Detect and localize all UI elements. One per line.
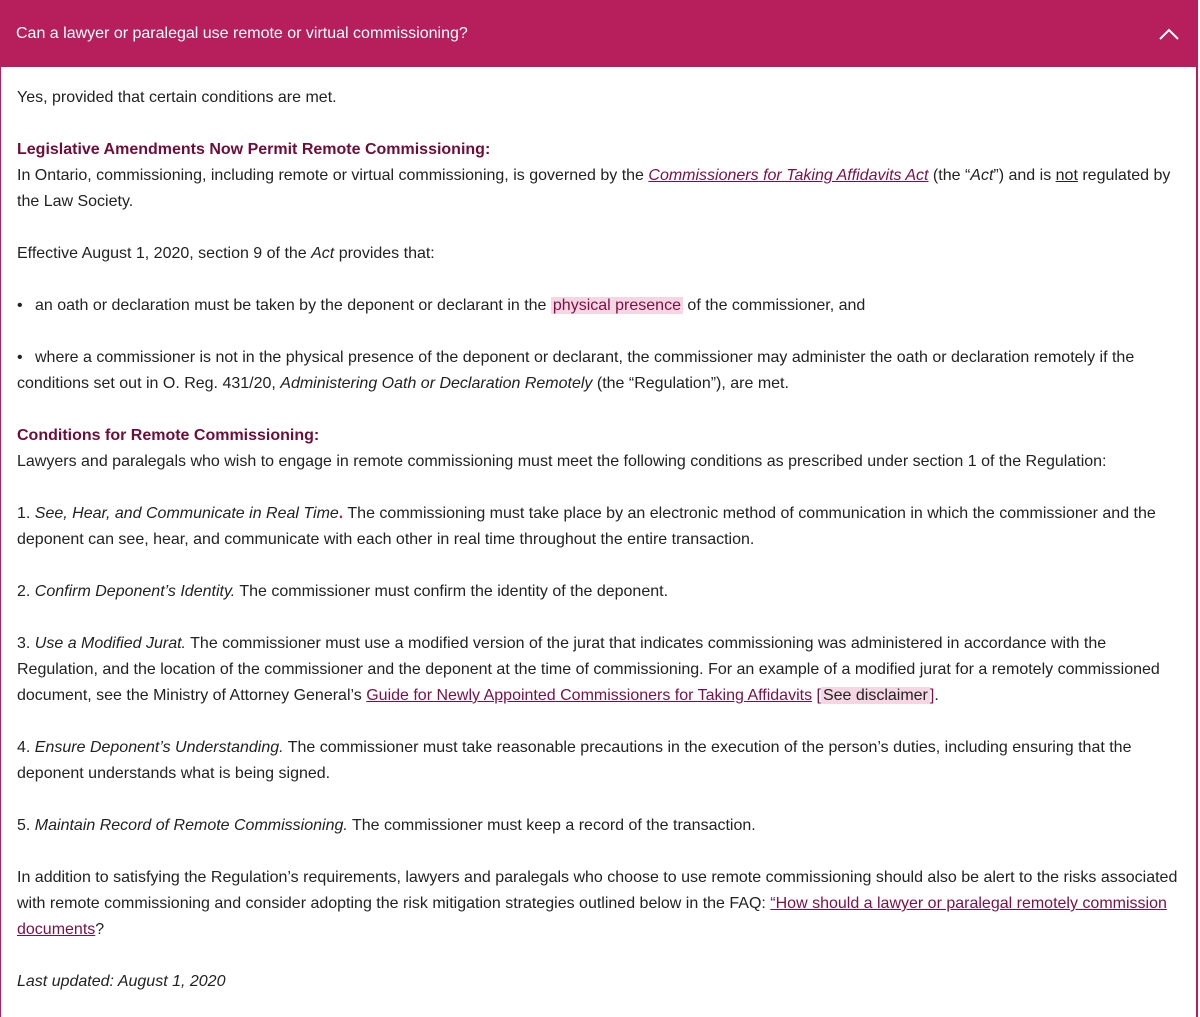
paragraph-text: Effective August 1, 2020, section 9 of the	[17, 245, 312, 262]
paragraph-text: (the “	[928, 167, 971, 184]
bullet-icon: •	[17, 297, 23, 314]
condition-number: 5.	[17, 817, 35, 834]
condition-end: .	[934, 687, 939, 704]
intro-text: Yes, provided that certain conditions are met.	[17, 89, 337, 106]
condition-item-5	[17, 813, 1178, 839]
paragraph-text: Lawyers and paralegals who wish to engage in remote commissioning must meet the following conditions as prescribed under section 1 of the Regulation:	[17, 453, 1107, 470]
condition-dot: .	[338, 505, 344, 522]
paragraph-text: In addition to satisfying the Regulation’s requirements, lawyers and paralegals who choose to use remote commissioning should also be alert to the risks associated with remote commissioning and consider adopting the risk mitigation strategies outlined below in the FAQ:	[17, 869, 1178, 912]
bullet-text: where a commissioner is not in the physical presence of the deponent or declarant, the commissioner may administer the oath or declaration remotely if the conditions set out in O. Reg. 431/20,	[17, 349, 1135, 392]
accordion-header[interactable]	[1, 0, 1196, 67]
section-heading-conditions: Conditions for Remote Commissioning:	[17, 427, 320, 444]
paragraph-text: ”) and is	[993, 167, 1056, 184]
guide-link[interactable]: Guide for Newly Appointed Commissioners for Taking Affidavits	[366, 687, 813, 704]
condition-text: The commissioner must use a modified version of the jurat that indicates commissioning was administered in accordance with the Regulation, and the location of the commissioner and the deponent at the time of commissioning. For an example of a modified jurat for a remotely commissioned document, see the Ministry of Attorney General’s	[17, 635, 1160, 704]
effective-paragraph	[17, 241, 1178, 267]
last-updated: Last updated: August 1, 2020	[17, 973, 226, 990]
condition-title: Use a Modified Jurat.	[34, 635, 186, 652]
condition-title: Confirm Deponent’s Identity.	[34, 583, 236, 600]
section-legislative	[17, 137, 1178, 215]
condition-item-4	[17, 735, 1178, 787]
condition-text: The commissioner must take reasonable precautions in the execution of the person’s duties, including ensuring that the deponent understands what is being signed.	[17, 739, 1132, 782]
accordion-title: Can a lawyer or paralegal use remote or virtual commissioning?	[16, 24, 468, 42]
condition-number: 1.	[17, 505, 35, 522]
bracket-close: ]	[929, 687, 935, 704]
bullet-item-1	[17, 293, 1178, 319]
condition-title: Maintain Record of Remote Commissioning.	[34, 817, 348, 834]
condition-title: See, Hear, and Communicate in Real Time	[34, 505, 339, 522]
not-underlined: not	[1055, 167, 1078, 184]
act-short: Act	[970, 167, 994, 184]
condition-number: 2.	[17, 583, 35, 600]
condition-item-1	[17, 501, 1178, 553]
accordion-content	[1, 67, 1196, 995]
condition-item-2	[17, 579, 1178, 605]
act-italic: Act	[311, 245, 335, 262]
section-conditions	[17, 423, 1178, 475]
paragraph-text: regulated by the Law Society.	[17, 167, 1171, 210]
condition-text: The commissioner must keep a record of the transaction.	[347, 817, 756, 834]
condition-item-3	[17, 631, 1178, 709]
bullet-text: an oath or declaration must be taken by the deponent or declarant in the	[35, 297, 551, 314]
faq-link[interactable]: “How should a lawyer or paralegal remotely commission documents	[17, 895, 1167, 938]
bullet-item-2	[17, 345, 1178, 397]
condition-text: The commissioner must confirm the identity of the deponent.	[235, 583, 669, 600]
condition-number: 3.	[17, 635, 35, 652]
act-link[interactable]: Commissioners for Taking Affidavits Act	[648, 167, 929, 184]
bullet-icon: •	[17, 349, 23, 366]
closing-paragraph	[17, 865, 1178, 943]
chevron-up-icon[interactable]	[1158, 27, 1180, 41]
paragraph-text: ?	[95, 921, 105, 938]
paragraph-text: provides that:	[334, 245, 435, 262]
see-disclaimer-button[interactable]: See disclaimer	[822, 687, 928, 704]
bracket-open: [	[812, 687, 821, 704]
condition-number: 4.	[17, 739, 35, 756]
regulation-title: Administering Oath or Declaration Remotely	[280, 375, 593, 392]
bullet-text: of the commissioner, and	[682, 297, 866, 314]
condition-title: Ensure Deponent’s Understanding.	[34, 739, 284, 756]
bullet-text: (the “Regulation”), are met.	[592, 375, 789, 392]
condition-text: The commissioning must take place by an electronic method of communication in which the commissioner and the deponent can see, hear, and communicate with each other in real time throughout the entire transaction.	[17, 505, 1156, 548]
physical-presence-highlight[interactable]: physical presence	[552, 297, 681, 314]
paragraph-text: In Ontario, commissioning, including remote or virtual commissioning, is governed by the	[17, 167, 649, 184]
section-heading-legislative: Legislative Amendments Now Permit Remote Commissioning:	[17, 141, 491, 158]
